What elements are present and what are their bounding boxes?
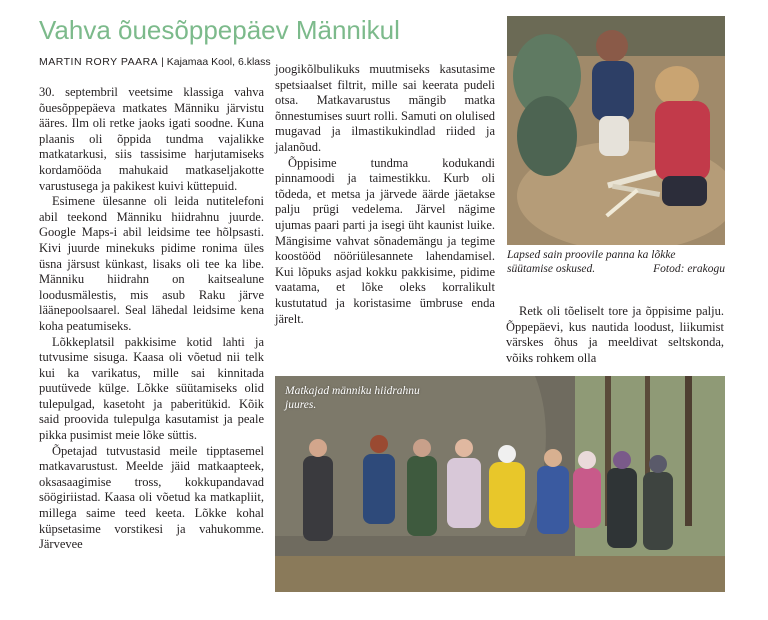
paragraph-2: Esimene ülesanne oli leida nutitelefoni abil teekond Männiku hiidrahnu juurde. Google Maps-i abil leidsime tee hõlpsasti. Kivi juurde minekuks pidime ronima üles üsna järsust künkast, lisaks oli tee ka libe. Männiku hiidrahn on kaitsealune loodusmälestis, mis asub Raku järve läänepoolsaarel. Seal lähedal leidsime kena koha peatumiseks. xyxy=(39,194,264,333)
paragraph-4-text: Õpetajad tutvustasid meile tipptasemel matkavarustust. Meelde jäid matkaapteek, oksasaagimise tross, kokkupandavad söögiriistad. Kaasa oli võetud ka matkapliit, millega saime teed keeta. Lõkke kohal küpsetasime vorstikesi ja vahukomme. Järvevee xyxy=(39,443,264,552)
photo-group-at-boulder xyxy=(275,376,725,592)
column-1 xyxy=(39,85,264,553)
photo1-caption xyxy=(507,248,725,276)
paragraph-6: Retk oli tõeliselt tore ja õppisime palju. Õppepäevi, kus nautida loodust, liikumist värskes õhus ja meeldivat seltskonda, võiks rohkem olla xyxy=(506,304,724,365)
paragraph-3: Lõkkeplatsil pakkisime kotid lahti ja tutvusime sisuga. Kaasa oli võetud nii telk kui ka varikatus, mille sai kinnitada puutüvede külge. Lõkke süütamiseks olid tulepulgad, kasetoht ja paberitükid. Kõik said proovida tulepulga kasutamist ja peale pikka pusimist meie lõke süttis. xyxy=(39,334,264,443)
column-2 xyxy=(275,62,495,327)
article-title: Vahva õuesõppepäev Männikul xyxy=(39,15,400,45)
paragraph-4-continued xyxy=(275,62,495,156)
author-name: MARTIN RORY PAARA xyxy=(39,56,159,68)
photo-credit: Fotod: erakogu xyxy=(653,263,725,275)
campfire-photo-illustration xyxy=(507,16,725,245)
photo2-caption: Matkajad männiku hiidrahnu juures. xyxy=(285,385,420,411)
photo1-caption-line1: Lapsed sain proovile panna ka lõkke xyxy=(507,249,676,261)
author-affiliation: Kajamaa Kool, 6.klass xyxy=(166,56,271,68)
photo-campfire-kids xyxy=(507,16,725,245)
column-3 xyxy=(506,304,724,366)
paragraph-1: 30. septembril veetsime klassiga vahva õuesõppepäeva matkates Männiku järvistu ääres. Ilm oli retke jaoks igati soodne. Kuna plaanis oli õppida tundma vajalikke matkatarkusi, siis tassisime harjutamiseks kordamööda mahukaid matkaseljakotte varustusega ja pakikest kuivi küttepuid. xyxy=(39,85,264,193)
paragraph-4-start xyxy=(39,444,264,553)
byline-separator: | xyxy=(158,56,167,68)
paragraph-4-continued-text: joogikõlbulikuks muutmiseks kasutasime spetsiaalset filtrit, mille sai keerata pudeli otsa. Matkavarustus mängib matka õnnestumises suurt rolli. Samuti on olulised mugavad ja ilmastikukindlad riided ja jalanõud. xyxy=(275,62,495,154)
paragraph-5: Õppisime tundma kodukandi pinnamoodi ja taimestikku. Kurb oli tõdeda, et metsa ja järvede äärde jäetakse palju prügi vedelema. Järvel nägime ujumas paari parti ja isegi üht kaunist luike. Mängisime vahvat sõnademängu ja tegime koostööd nööriülesannete lahendamisel. Kui lõpuks asjad kokku pakkisime, pidime vaatama, et lõke oleks korralikult kustutatud ja koristasime ümbruse enda järelt. xyxy=(275,155,495,326)
photo1-caption-line2: süütamise oskused. xyxy=(507,263,596,275)
